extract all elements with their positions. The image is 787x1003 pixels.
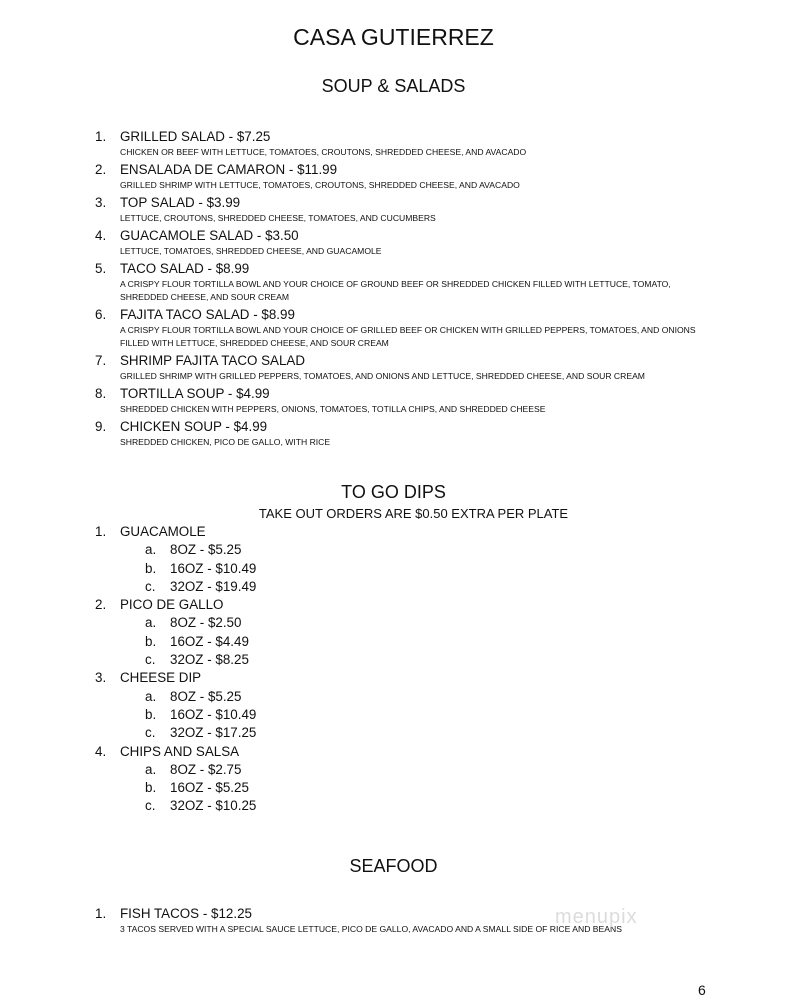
to-go-dips-heading: TO GO DIPS — [341, 482, 446, 502]
menu-item — [0, 260, 787, 304]
item-number: 3. — [95, 195, 107, 210]
menu-item — [0, 669, 787, 742]
item-number: 3. — [95, 670, 107, 686]
menu-title: CASA GUTIERREZ — [293, 24, 494, 50]
soup-salads-heading: SOUP & SALADS — [321, 76, 466, 96]
size-option: a. 8OZ - $2.50 — [145, 615, 242, 631]
size-option: a. 8OZ - $5.25 — [145, 542, 242, 558]
seafood-heading: SEAFOOD — [349, 856, 438, 876]
watermark: menupix — [555, 906, 638, 928]
item-number: 6. — [95, 307, 107, 322]
size-option: b. 16OZ - $5.25 — [145, 780, 249, 796]
item-number: 5. — [95, 261, 107, 276]
size-option: b. 16OZ - $10.49 — [145, 560, 257, 576]
item-number: 9. — [95, 419, 107, 434]
item-description: GRILLED SHRIMP WITH LETTUCE, TOMATOES, CROUTONS, SHREDDED CHEESE, AND AVACADO — [120, 180, 520, 190]
item-number: 4. — [95, 228, 107, 243]
menu-item — [0, 385, 787, 416]
item-name: TORTILLA SOUP - $4.99 — [120, 386, 270, 401]
item-number: 7. — [95, 353, 107, 368]
menu-item — [0, 128, 787, 159]
item-description: SHREDDED CHICKEN WITH PEPPERS, ONIONS, TOMATOES, TOTILLA CHIPS, AND SHREDDED CHEESE — [120, 404, 546, 414]
item-name: TACO SALAD - $8.99 — [120, 261, 250, 276]
item-name: FAJITA TACO SALAD - $8.99 — [120, 307, 295, 322]
item-name: FISH TACOS - $12.25 — [120, 906, 252, 921]
item-name: GUACAMOLE SALAD - $3.50 — [120, 228, 299, 243]
item-description: GRILLED SHRIMP WITH GRILLED PEPPERS, TOMATOES, AND ONIONS AND LETTUCE, SHREDDED CHEESE, AND SOUR CREAM — [120, 371, 645, 381]
item-name: GRILLED SALAD - $7.25 — [120, 129, 271, 144]
item-description: A CRISPY FLOUR TORTILLA BOWL AND YOUR CHOICE OF GROUND BEEF OR SHREDDED CHICKEN FILLED WITH LETTUCE, TOMATO, SHREDDED CHEESE, AND SOUR CREAM — [120, 279, 671, 302]
item-number: 1. — [95, 524, 107, 539]
item-name: CHIPS AND SALSA — [120, 743, 240, 759]
menu-item — [0, 227, 787, 258]
item-number: 4. — [95, 743, 107, 759]
size-option: a. 8OZ - $5.25 — [145, 688, 242, 704]
item-number: 1. — [95, 906, 107, 921]
item-description: CHICKEN OR BEEF WITH LETTUCE, TOMATOES, CROUTONS, SHREDDED CHEESE, AND AVACADO — [120, 147, 527, 157]
soup-salads-list — [0, 128, 787, 451]
size-option: c. 32OZ - $17.25 — [145, 725, 257, 741]
size-option: a. 8OZ - $2.75 — [145, 761, 242, 777]
item-description: LETTUCE, CROUTONS, SHREDDED CHEESE, TOMATOES, AND CUCUMBERS — [120, 213, 436, 223]
item-name: CHICKEN SOUP - $4.99 — [120, 419, 268, 434]
menu-item — [0, 306, 787, 350]
seafood-list — [0, 905, 787, 938]
item-name: SHRIMP FAJITA TACO SALAD — [120, 353, 306, 368]
to-go-dips-note: TAKE OUT ORDERS ARE $0.50 EXTRA PER PLATE — [258, 506, 569, 521]
item-name: TOP SALAD - $3.99 — [120, 195, 241, 210]
page-number: 6 — [698, 982, 706, 998]
item-description: A CRISPY FLOUR TORTILLA BOWL AND YOUR CHOICE OF GRILLED BEEF OR CHICKEN WITH GRILLED PEPPERS, TOMATOES, AND ONIONS FILLED WITH LETTUCE, SHREDDED CHEESE, AND SOUR CREAM — [120, 325, 696, 348]
menu-item — [0, 596, 787, 669]
size-option: b. 16OZ - $4.49 — [145, 633, 249, 649]
menu-item — [0, 418, 787, 449]
size-option: c. 32OZ - $19.49 — [145, 578, 257, 594]
item-name: CHEESE DIP — [120, 670, 202, 686]
menu-item — [0, 194, 787, 225]
item-description: LETTUCE, TOMATOES, SHREDDED CHEESE, AND GUACAMOLE — [120, 246, 382, 256]
menu-item — [0, 161, 787, 192]
menu-item — [0, 523, 787, 596]
size-option: b. 16OZ - $10.49 — [145, 706, 257, 722]
size-option: c. 32OZ - $8.25 — [145, 652, 249, 668]
menu-item — [0, 352, 787, 383]
item-number: 1. — [95, 129, 107, 144]
item-number: 8. — [95, 386, 107, 401]
menu-item — [0, 743, 787, 816]
item-number: 2. — [95, 597, 107, 613]
item-description: SHREDDED CHICKEN, PICO DE GALLO, WITH RICE — [120, 437, 331, 447]
item-name: ENSALADA DE CAMARON - $11.99 — [120, 162, 338, 177]
to-go-dips-list — [0, 523, 787, 816]
item-name: PICO DE GALLO — [120, 597, 224, 613]
menu-item — [0, 905, 787, 936]
size-option: c. 32OZ - $10.25 — [145, 798, 257, 814]
item-name: GUACAMOLE — [120, 524, 206, 539]
item-number: 2. — [95, 162, 107, 177]
item-description: 3 TACOS SERVED WITH A SPECIAL SAUCE LETTUCE, PICO DE GALLO, AVACADO AND A SMALL SIDE OF RICE AND BEANS — [120, 924, 622, 934]
